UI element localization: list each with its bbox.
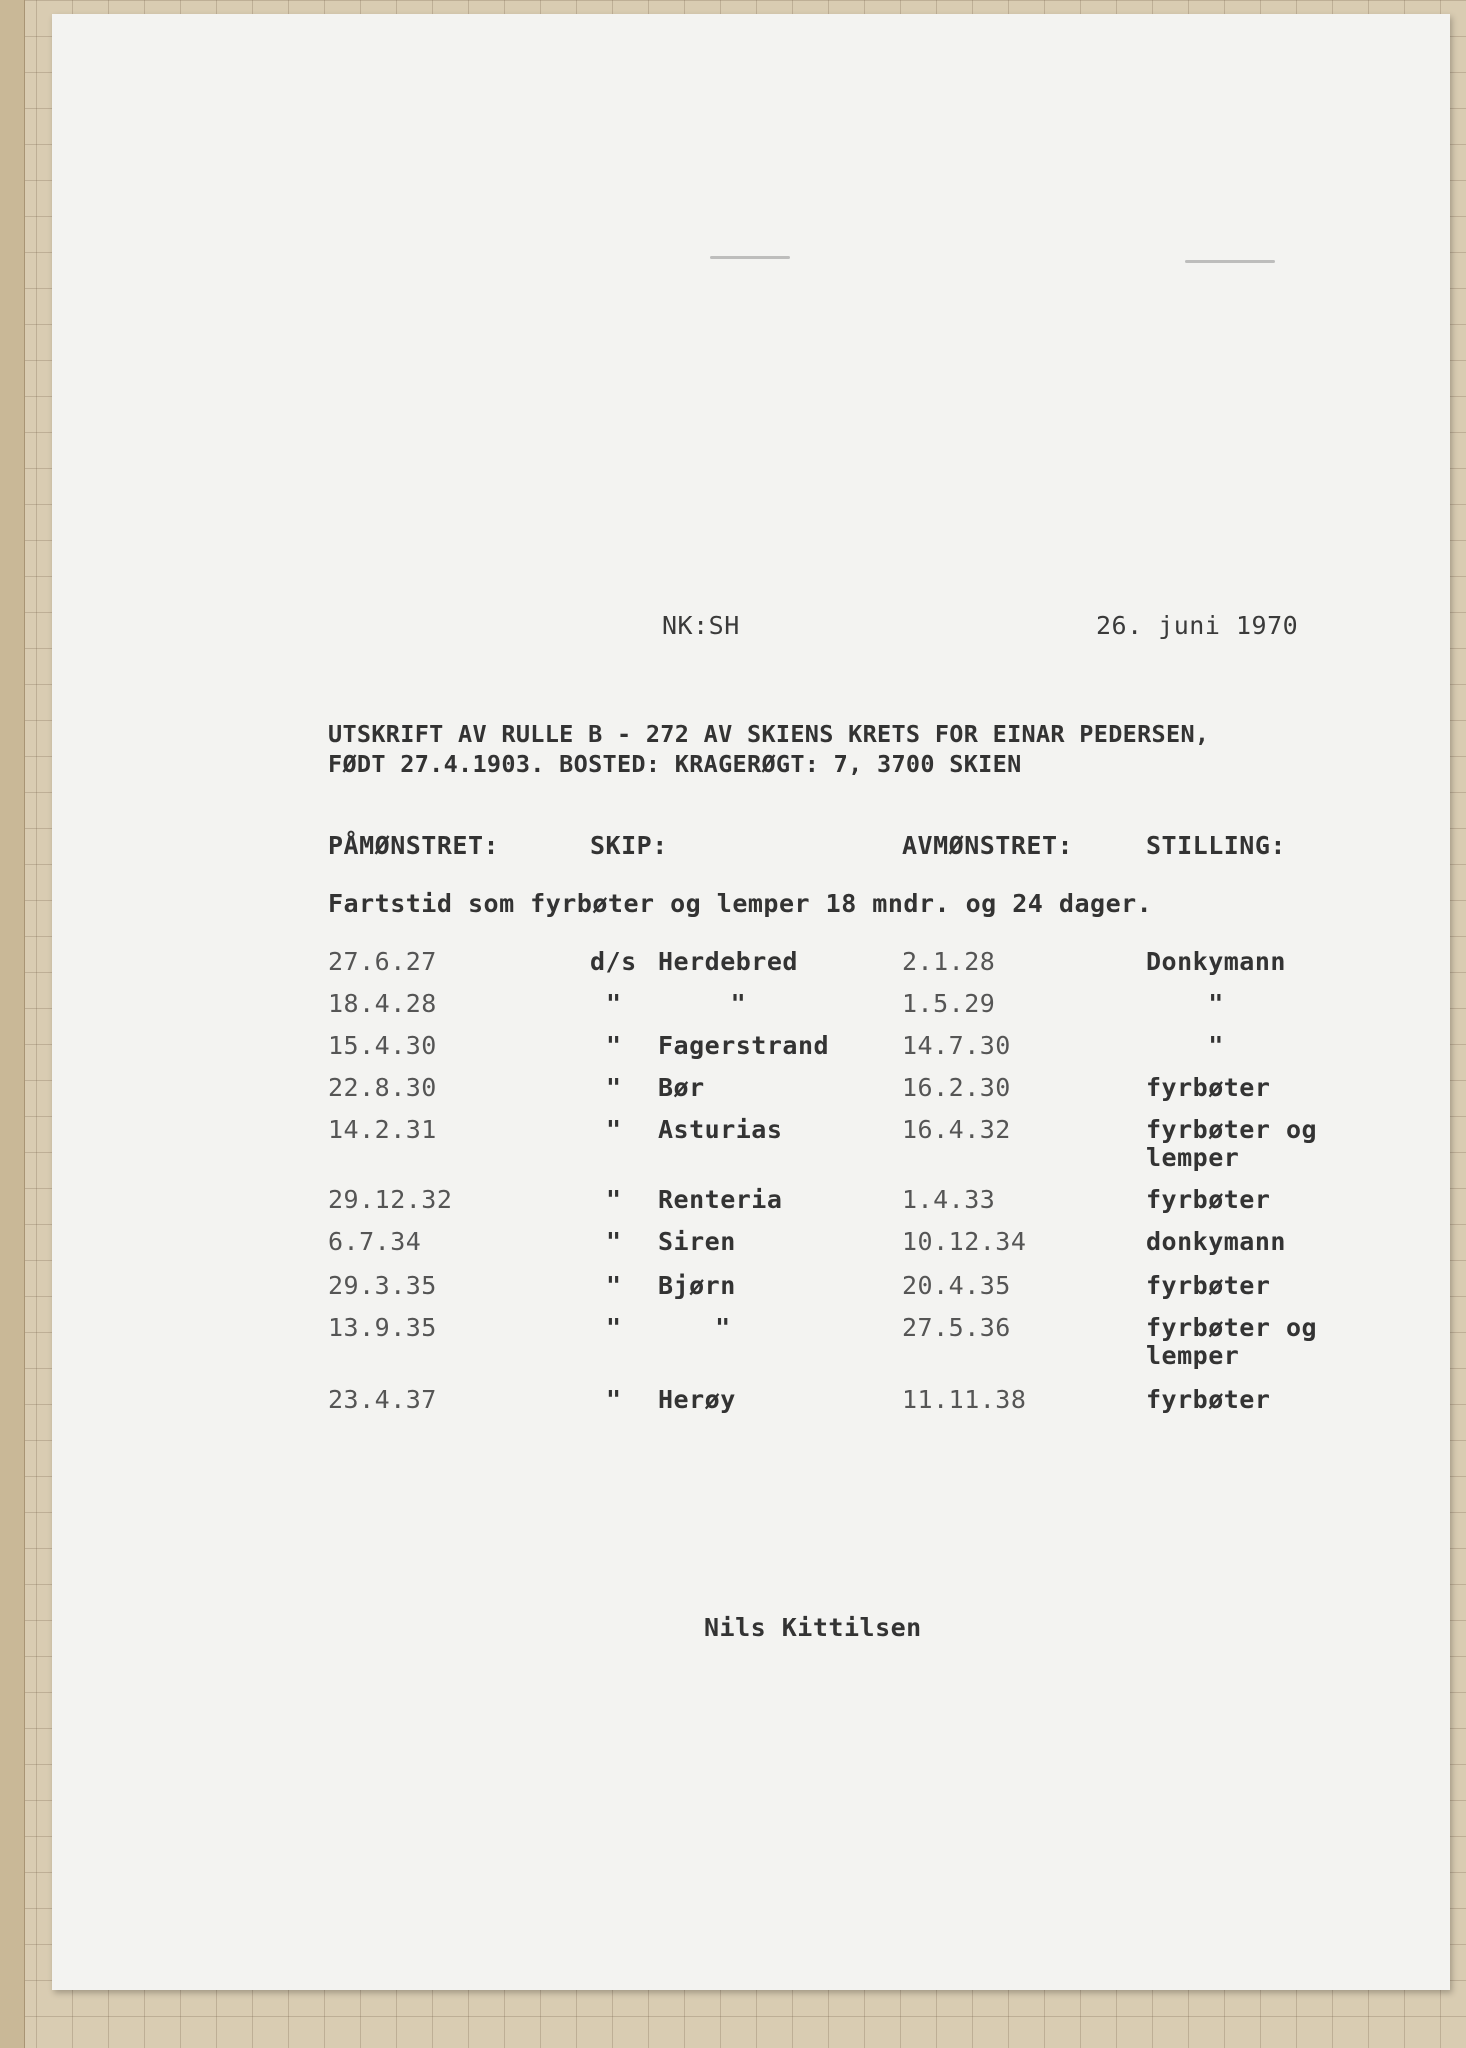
row-av-date: 1.4.33 bbox=[902, 1185, 996, 1214]
document-title-line-1: UTSKRIFT AV RULLE B - 272 AV SKIENS KRETS FOR EINAR PEDERSEN, bbox=[328, 720, 1210, 748]
backing-edge bbox=[0, 0, 25, 2048]
row-pa-date: 14.2.31 bbox=[328, 1115, 437, 1144]
row-ship-name: " bbox=[684, 989, 747, 1018]
row-stilling: fyrbøter og bbox=[1146, 1313, 1318, 1342]
row-ship-prefix: " bbox=[606, 1073, 622, 1102]
row-stilling-continued: lemper bbox=[1146, 1341, 1240, 1370]
row-pa-date: 6.7.34 bbox=[328, 1227, 422, 1256]
signature-name: Nils Kittilsen bbox=[704, 1613, 922, 1642]
row-av-date: 20.4.35 bbox=[902, 1271, 1011, 1300]
row-pa-date: 27.6.27 bbox=[328, 947, 437, 976]
service-time-summary: Fartstid som fyrbøter og lemper 18 mndr. og 24 dager. bbox=[328, 889, 1153, 918]
document-sheet bbox=[52, 14, 1450, 1990]
row-ship-prefix: " bbox=[606, 1031, 622, 1060]
column-header-avmonstret: AVMØNSTRET: bbox=[902, 831, 1074, 860]
row-stilling: fyrbøter og bbox=[1146, 1115, 1318, 1144]
row-stilling: fyrbøter bbox=[1146, 1271, 1271, 1300]
row-stilling: donkymann bbox=[1146, 1227, 1286, 1256]
row-ship-prefix: d/s bbox=[590, 947, 637, 976]
row-stilling-continued: lemper bbox=[1146, 1143, 1240, 1172]
row-av-date: 1.5.29 bbox=[902, 989, 996, 1018]
row-ship-name: Herdebred bbox=[658, 947, 798, 976]
row-ship-name: Renteria bbox=[658, 1185, 783, 1214]
row-av-date: 11.11.38 bbox=[902, 1385, 1027, 1414]
row-av-date: 16.4.32 bbox=[902, 1115, 1011, 1144]
row-ship-prefix: " bbox=[606, 1115, 622, 1144]
smudge-mark bbox=[710, 256, 790, 259]
row-ship-name: Siren bbox=[658, 1227, 736, 1256]
row-stilling: fyrbøter bbox=[1146, 1385, 1271, 1414]
row-stilling: fyrbøter bbox=[1146, 1073, 1271, 1102]
row-av-date: 14.7.30 bbox=[902, 1031, 1011, 1060]
row-stilling: fyrbøter bbox=[1146, 1185, 1271, 1214]
row-ship-prefix: " bbox=[606, 1271, 622, 1300]
column-header-paamonstret: PÅMØNSTRET: bbox=[328, 831, 500, 860]
row-stilling: Donkymann bbox=[1146, 947, 1286, 976]
column-header-stilling: STILLING: bbox=[1146, 831, 1286, 860]
row-ship-prefix: " bbox=[606, 1185, 622, 1214]
document-title-line-2: FØDT 27.4.1903. BOSTED: KRAGERØGT: 7, 3700 SKIEN bbox=[328, 750, 1022, 778]
row-pa-date: 23.4.37 bbox=[328, 1385, 437, 1414]
row-pa-date: 15.4.30 bbox=[328, 1031, 437, 1060]
smudge-mark bbox=[1185, 260, 1275, 263]
row-ship-name: Asturias bbox=[658, 1115, 783, 1144]
row-pa-date: 13.9.35 bbox=[328, 1313, 437, 1342]
row-ship-name: Herøy bbox=[658, 1385, 736, 1414]
row-ship-prefix: " bbox=[606, 1385, 622, 1414]
row-ship-prefix: " bbox=[606, 1227, 622, 1256]
row-av-date: 10.12.34 bbox=[902, 1227, 1027, 1256]
row-av-date: 2.1.28 bbox=[902, 947, 996, 976]
row-stilling: " bbox=[1146, 989, 1224, 1018]
row-stilling: " bbox=[1146, 1031, 1224, 1060]
row-ship-name: " bbox=[684, 1313, 731, 1342]
row-pa-date: 18.4.28 bbox=[328, 989, 437, 1018]
row-pa-date: 22.8.30 bbox=[328, 1073, 437, 1102]
row-av-date: 16.2.30 bbox=[902, 1073, 1011, 1102]
row-ship-name: Fagerstrand bbox=[658, 1031, 830, 1060]
document-date: 26. juni 1970 bbox=[1096, 611, 1299, 640]
row-ship-name: Bjørn bbox=[658, 1271, 736, 1300]
row-pa-date: 29.3.35 bbox=[328, 1271, 437, 1300]
row-pa-date: 29.12.32 bbox=[328, 1185, 453, 1214]
column-header-skip: SKIP: bbox=[590, 831, 668, 860]
row-ship-name: Bør bbox=[658, 1073, 705, 1102]
reference-code: NK:SH bbox=[662, 611, 740, 640]
row-ship-prefix: " bbox=[606, 989, 622, 1018]
row-ship-prefix: " bbox=[606, 1313, 622, 1342]
row-av-date: 27.5.36 bbox=[902, 1313, 1011, 1342]
